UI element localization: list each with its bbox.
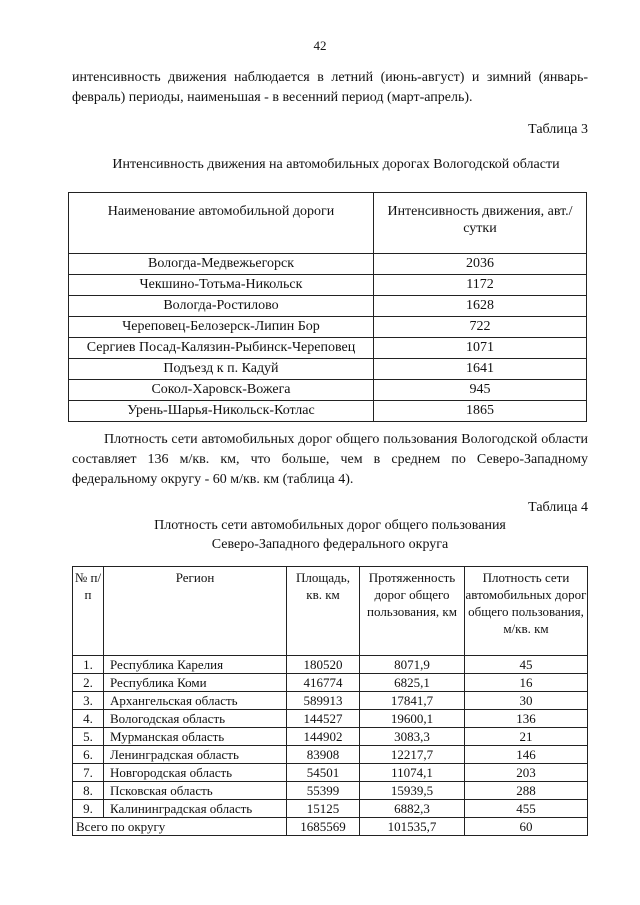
region: Вологодская область [104,710,287,728]
table4-header-density: Плотность сети автомобильных дорог общего пользования, м/кв. км [465,567,588,656]
table-row [69,275,587,296]
table4-header-area: Площадь, кв. км [287,567,360,656]
table3-road: Череповец-Белозерск-Липин Бор [69,317,374,338]
row-number: 7. [73,764,104,782]
table3-road: Вологда-Ростилово [69,296,374,317]
table3-intensity: 722 [374,317,587,338]
road-length: 15939,5 [360,782,465,800]
row-number: 1. [73,656,104,674]
table3-title: Интенсивность движения на автомобильных дорогах Вологодской области [112,157,560,172]
table-row [69,359,587,380]
table3-header-intensity: Интенсивность движения, авт./сутки [374,193,587,254]
region: Новгородская область [104,764,287,782]
table-row [73,782,588,800]
region: Мурманская область [104,728,287,746]
road-length: 3083,3 [360,728,465,746]
region: Псковская область [104,782,287,800]
table-row [73,710,588,728]
table4-header-row [73,567,588,656]
table3-intensity: 1865 [374,401,587,422]
area: 144902 [287,728,360,746]
total-label: Всего по округу [73,818,287,836]
table3-intensity: 1628 [374,296,587,317]
table-row [73,674,588,692]
table-row [69,296,587,317]
table-row [73,746,588,764]
paragraph-density: Плотность сети автомобильных дорог общего пользования Вологодской области составляет 136 м/кв. км, что больше, чем в среднем по Северо-Западному федеральному округу - 60 м/кв. км (таблица 4). [72,432,588,487]
total-density: 60 [465,818,588,836]
page-number: 42 [313,38,327,53]
table4-total-row [73,818,588,836]
table3-intensity: 1641 [374,359,587,380]
table3-header-road: Наименование автомобильной дороги [69,193,374,254]
area: 144527 [287,710,360,728]
road-length: 6882,3 [360,800,465,818]
table3-road: Вологда-Медвежьегорск [69,254,374,275]
table3-intensity: 1172 [374,275,587,296]
table-row [69,338,587,359]
row-number: 3. [73,692,104,710]
area: 416774 [287,674,360,692]
density: 288 [465,782,588,800]
table-row [69,317,587,338]
region: Калининградская область [104,800,287,818]
region: Ленинградская область [104,746,287,764]
area: 83908 [287,746,360,764]
area: 55399 [287,782,360,800]
density: 21 [465,728,588,746]
road-length: 12217,7 [360,746,465,764]
road-length: 8071,9 [360,656,465,674]
density: 136 [465,710,588,728]
table3-road: Сокол-Харовск-Вожега [69,380,374,401]
paragraph-intro: интенсивность движения наблюдается в летний (июнь-август) и зимний (январь-февраль) периоды, наименьшая - в весенний период (март-апрель). [72,70,588,105]
table4-title-line2: Северо-Западного федерального округа [211,537,449,552]
table3-road: Чекшино-Тотьма-Никольск [69,275,374,296]
table-row [73,728,588,746]
region: Республика Карелия [104,656,287,674]
table3-caption: Таблица 3 [528,122,588,137]
total-area: 1685569 [287,818,360,836]
row-number: 9. [73,800,104,818]
region: Архангельская область [104,692,287,710]
table3-intensity: 945 [374,380,587,401]
table4-title-line1: Плотность сети автомобильных дорог общего пользования [154,518,506,533]
table3-road: Урень-Шарья-Никольск-Котлас [69,401,374,422]
table-row [69,380,587,401]
area: 180520 [287,656,360,674]
area: 589913 [287,692,360,710]
road-length: 11074,1 [360,764,465,782]
table4-header-length: Протяженность дорог общего пользования, км [360,567,465,656]
area: 15125 [287,800,360,818]
row-number: 2. [73,674,104,692]
row-number: 8. [73,782,104,800]
row-number: 4. [73,710,104,728]
table4-header-region: Регион [104,567,287,656]
row-number: 5. [73,728,104,746]
density: 45 [465,656,588,674]
area: 54501 [287,764,360,782]
table-row [69,401,587,422]
row-number: 6. [73,746,104,764]
total-road-length: 101535,7 [360,818,465,836]
table3-header-row [69,193,587,254]
density: 455 [465,800,588,818]
region: Республика Коми [104,674,287,692]
table3 [68,192,587,422]
road-length: 6825,1 [360,674,465,692]
density: 16 [465,674,588,692]
table-row [73,692,588,710]
table-row [73,656,588,674]
table4 [72,566,588,836]
density: 30 [465,692,588,710]
table4-title [72,516,588,554]
table3-road: Сергиев Посад-Калязин-Рыбинск-Череповец [69,338,374,359]
table4-header-number: № п/п [73,567,104,656]
road-length: 19600,1 [360,710,465,728]
table3-intensity: 1071 [374,338,587,359]
table3-intensity: 2036 [374,254,587,275]
table4-caption: Таблица 4 [528,500,588,515]
density: 203 [465,764,588,782]
road-length: 17841,7 [360,692,465,710]
table-row [73,800,588,818]
table-row [69,254,587,275]
table3-road: Подъезд к п. Кадуй [69,359,374,380]
table-row [73,764,588,782]
density: 146 [465,746,588,764]
